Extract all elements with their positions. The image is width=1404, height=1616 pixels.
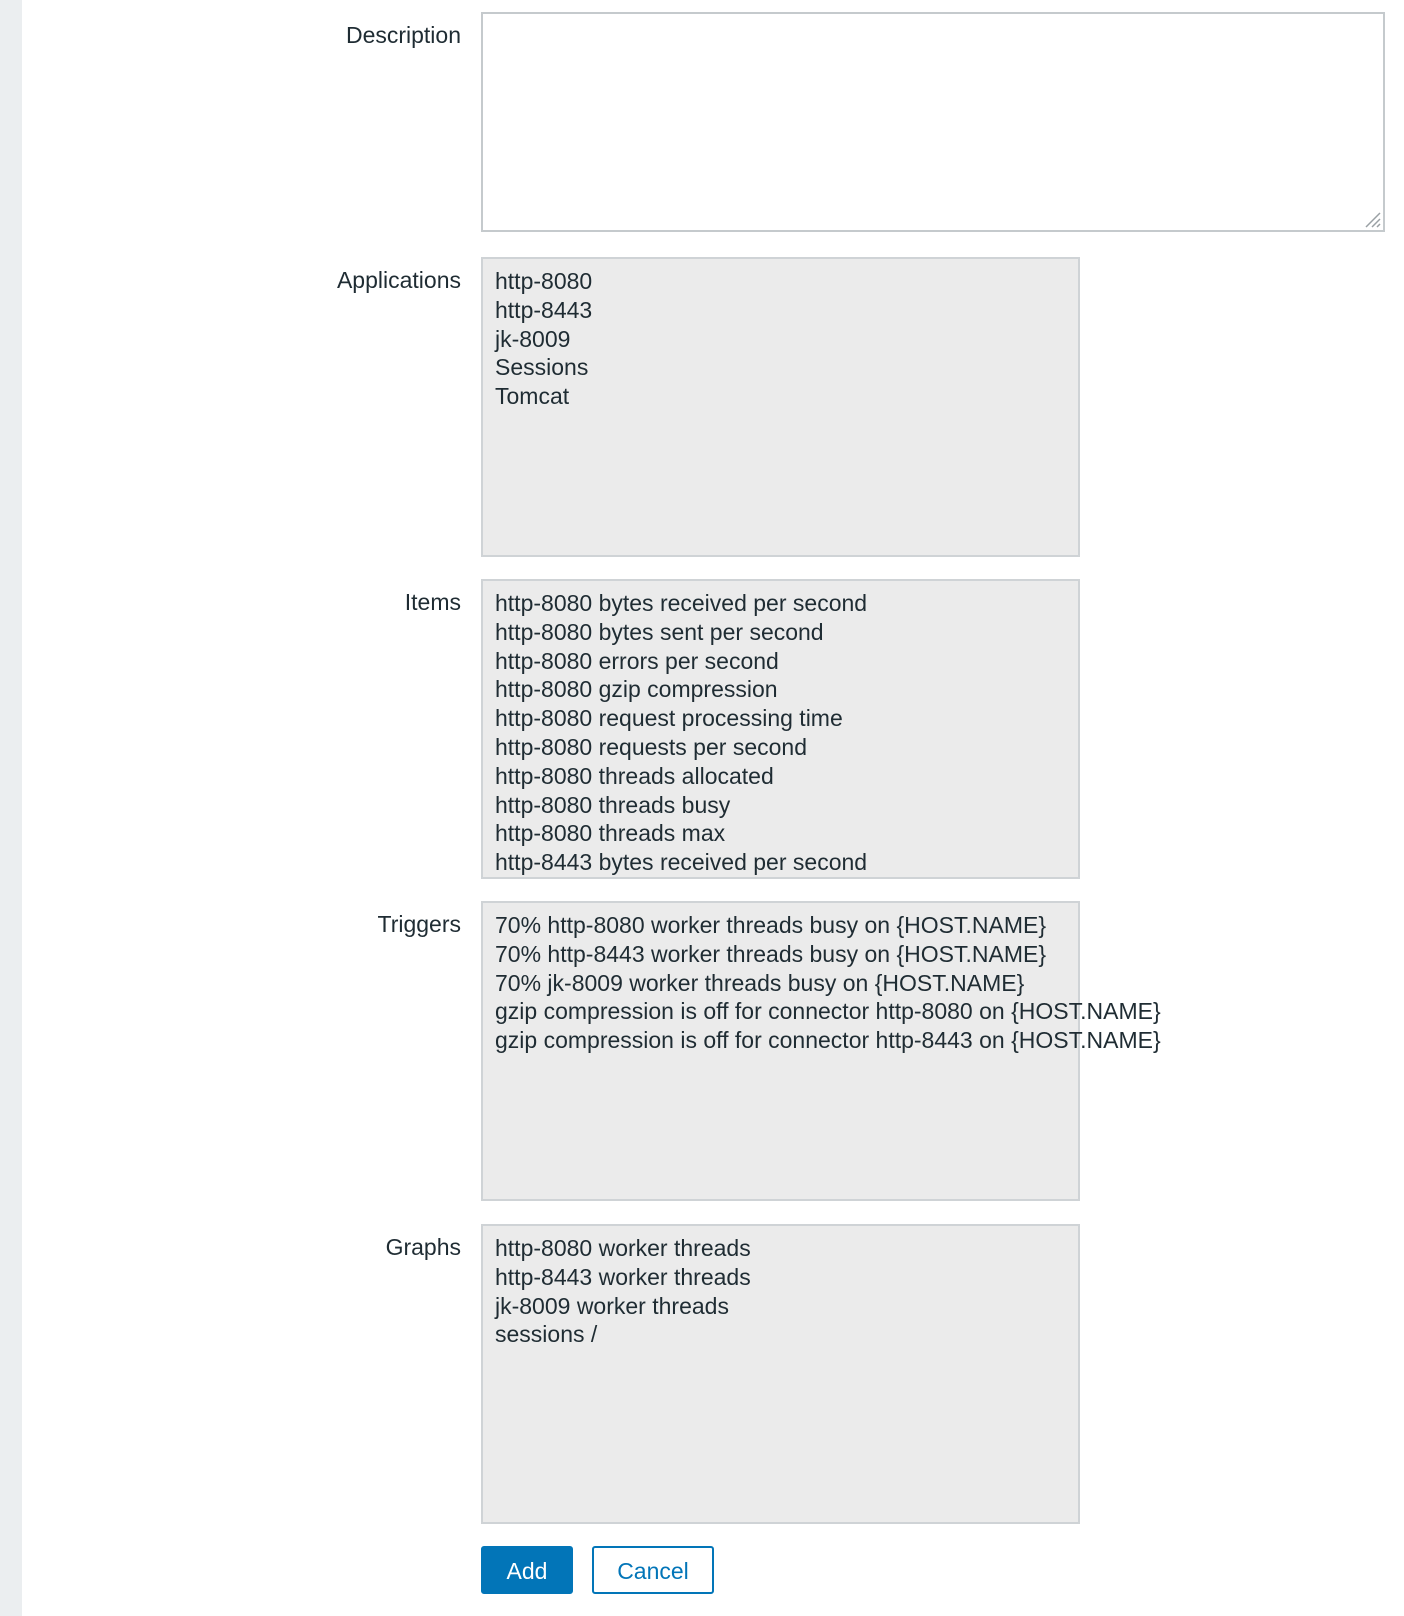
applications-listbox[interactable] [481, 257, 1080, 557]
description-textarea[interactable] [481, 12, 1385, 232]
graphs-listbox[interactable] [481, 1224, 1080, 1524]
graphs-option[interactable]: sessions / [495, 1321, 598, 1348]
triggers-option[interactable]: gzip compression is off for connector http-8443 on {HOST.NAME} [495, 1027, 1161, 1054]
left-sidebar-strip [0, 0, 22, 1616]
triggers-option[interactable]: 70% jk-8009 worker threads busy on {HOST.NAME} [495, 969, 1025, 996]
items-option[interactable]: http-8080 requests per second [495, 733, 807, 760]
items-listbox[interactable] [481, 579, 1080, 879]
resize-grip-icon[interactable] [1363, 210, 1381, 228]
applications-option[interactable]: Tomcat [495, 383, 570, 410]
triggers-label: Triggers [377, 911, 461, 937]
triggers-option[interactable]: 70% http-8443 worker threads busy on {HOST.NAME} [495, 940, 1047, 967]
items-option[interactable]: http-8443 bytes received per second [495, 849, 868, 876]
items-option[interactable]: http-8080 threads max [495, 820, 726, 847]
triggers-option[interactable]: gzip compression is off for connector http-8080 on {HOST.NAME} [495, 998, 1161, 1025]
applications-option[interactable]: Sessions [495, 354, 589, 381]
applications-option[interactable]: http-8443 [495, 296, 593, 323]
applications-label: Applications [336, 267, 461, 293]
graphs-label: Graphs [385, 1234, 461, 1260]
items-label: Items [404, 589, 461, 615]
applications-option[interactable]: jk-8009 [495, 325, 571, 352]
items-option[interactable]: http-8080 gzip compression [495, 676, 778, 703]
description-label: Description [345, 22, 461, 48]
items-option[interactable]: http-8080 threads busy [495, 791, 731, 818]
items-option[interactable]: http-8080 threads allocated [495, 762, 774, 789]
add-button[interactable]: Add [481, 1546, 573, 1594]
graphs-option[interactable]: http-8080 worker threads [495, 1235, 751, 1261]
items-option[interactable]: http-8080 bytes sent per second [495, 618, 824, 645]
graphs-option[interactable]: jk-8009 worker threads [495, 1292, 729, 1319]
items-option[interactable]: http-8080 bytes received per second [495, 590, 868, 616]
triggers-option[interactable]: 70% http-8080 worker threads busy on {HOST.NAME} [495, 912, 1047, 938]
items-option[interactable]: http-8080 errors per second [495, 647, 779, 674]
applications-option[interactable]: http-8080 [495, 268, 593, 294]
items-option[interactable]: http-8080 request processing time [495, 705, 843, 732]
graphs-option[interactable]: http-8443 worker threads [495, 1263, 751, 1290]
cancel-button[interactable]: Cancel [592, 1546, 714, 1594]
triggers-listbox[interactable] [481, 901, 1161, 1201]
